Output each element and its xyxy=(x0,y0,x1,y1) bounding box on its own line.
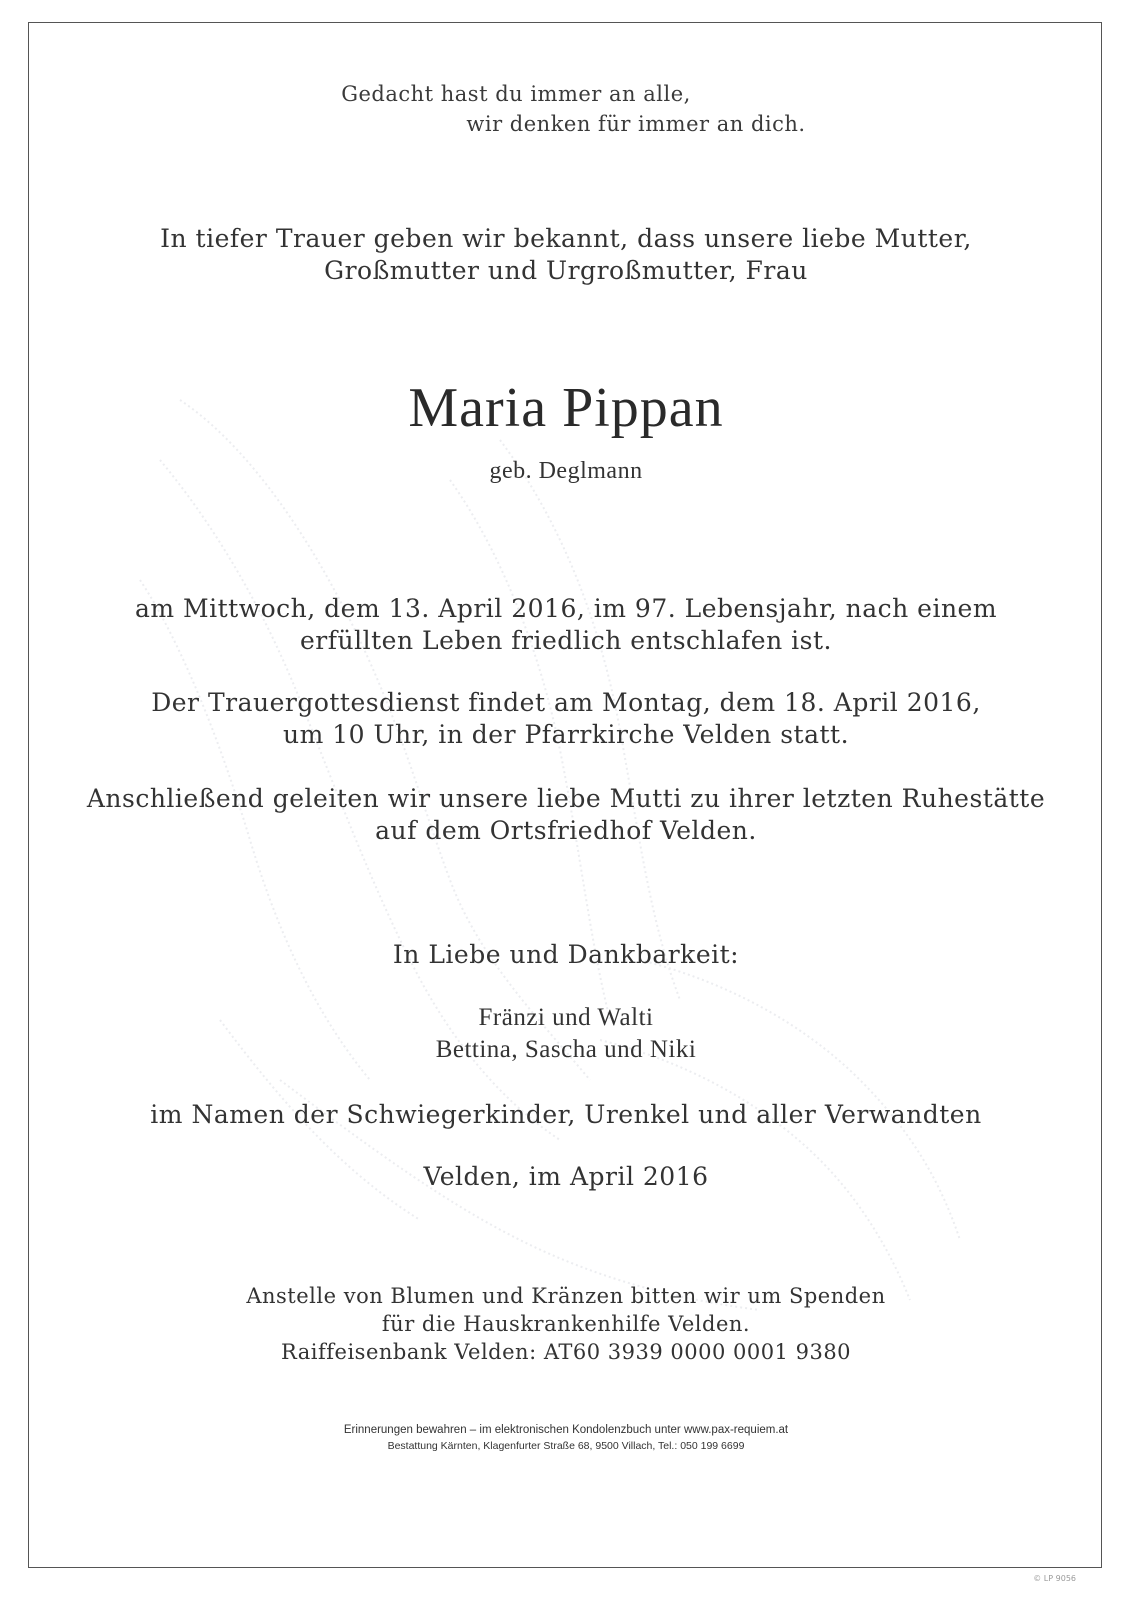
footer-line-1: Erinnerungen bewahren – im elektronischen Kondolenzbuch unter www.pax-requiem.at xyxy=(343,1424,789,1436)
motto-line-1: Gedacht hast du immer an alle, xyxy=(341,82,691,106)
place-date: Velden, im April 2016 xyxy=(423,1162,709,1191)
intro-line-2: Großmutter und Urgroßmutter, Frau xyxy=(324,256,808,285)
burial-line-1: Anschließend geleiten wir unsere liebe Mutti zu ihrer letzten Ruhestätte xyxy=(86,784,1046,813)
corner-code: © LP 9056 xyxy=(1033,1574,1076,1583)
gratitude-line: In Liebe und Dankbarkeit: xyxy=(392,940,740,969)
donation-line-2: für die Hauskrankenhilfe Velden. xyxy=(381,1312,751,1336)
relatives-line: im Namen der Schwiegerkinder, Urenkel und aller Verwandten xyxy=(150,1100,982,1129)
birth-name: geb. Deglmann xyxy=(489,458,643,484)
donation-line-1: Anstelle von Blumen und Kränzen bitten wir um Spenden xyxy=(246,1284,886,1308)
burial-line-2: auf dem Ortsfriedhof Velden. xyxy=(375,816,757,845)
service-line-1: Der Trauergottesdienst findet am Montag, dem 18. April 2016, xyxy=(151,688,981,717)
donation-line-3: Raiffeisenbank Velden: AT60 3939 0000 0001 9380 xyxy=(280,1340,852,1364)
death-notice-line-1: am Mittwoch, dem 13. April 2016, im 97. Lebensjahr, nach einem xyxy=(134,594,998,623)
mourners-line-1: Fränzi und Walti xyxy=(478,1004,654,1031)
service-line-2: um 10 Uhr, in der Pfarrkirche Velden statt. xyxy=(282,720,850,749)
mourners-line-2: Bettina, Sascha und Niki xyxy=(435,1036,697,1063)
intro-line-1: In tiefer Trauer geben wir bekannt, dass unsere liebe Mutter, xyxy=(160,224,972,253)
death-notice-line-2: erfüllten Leben friedlich entschlafen ist. xyxy=(300,626,832,655)
footer-line-2: Bestattung Kärnten, Klagenfurter Straße 68, 9500 Villach, Tel.: 050 199 6699 xyxy=(387,1440,745,1452)
motto-line-2: wir denken für immer an dich. xyxy=(466,112,806,136)
deceased-name: Maria Pippan xyxy=(408,377,724,439)
